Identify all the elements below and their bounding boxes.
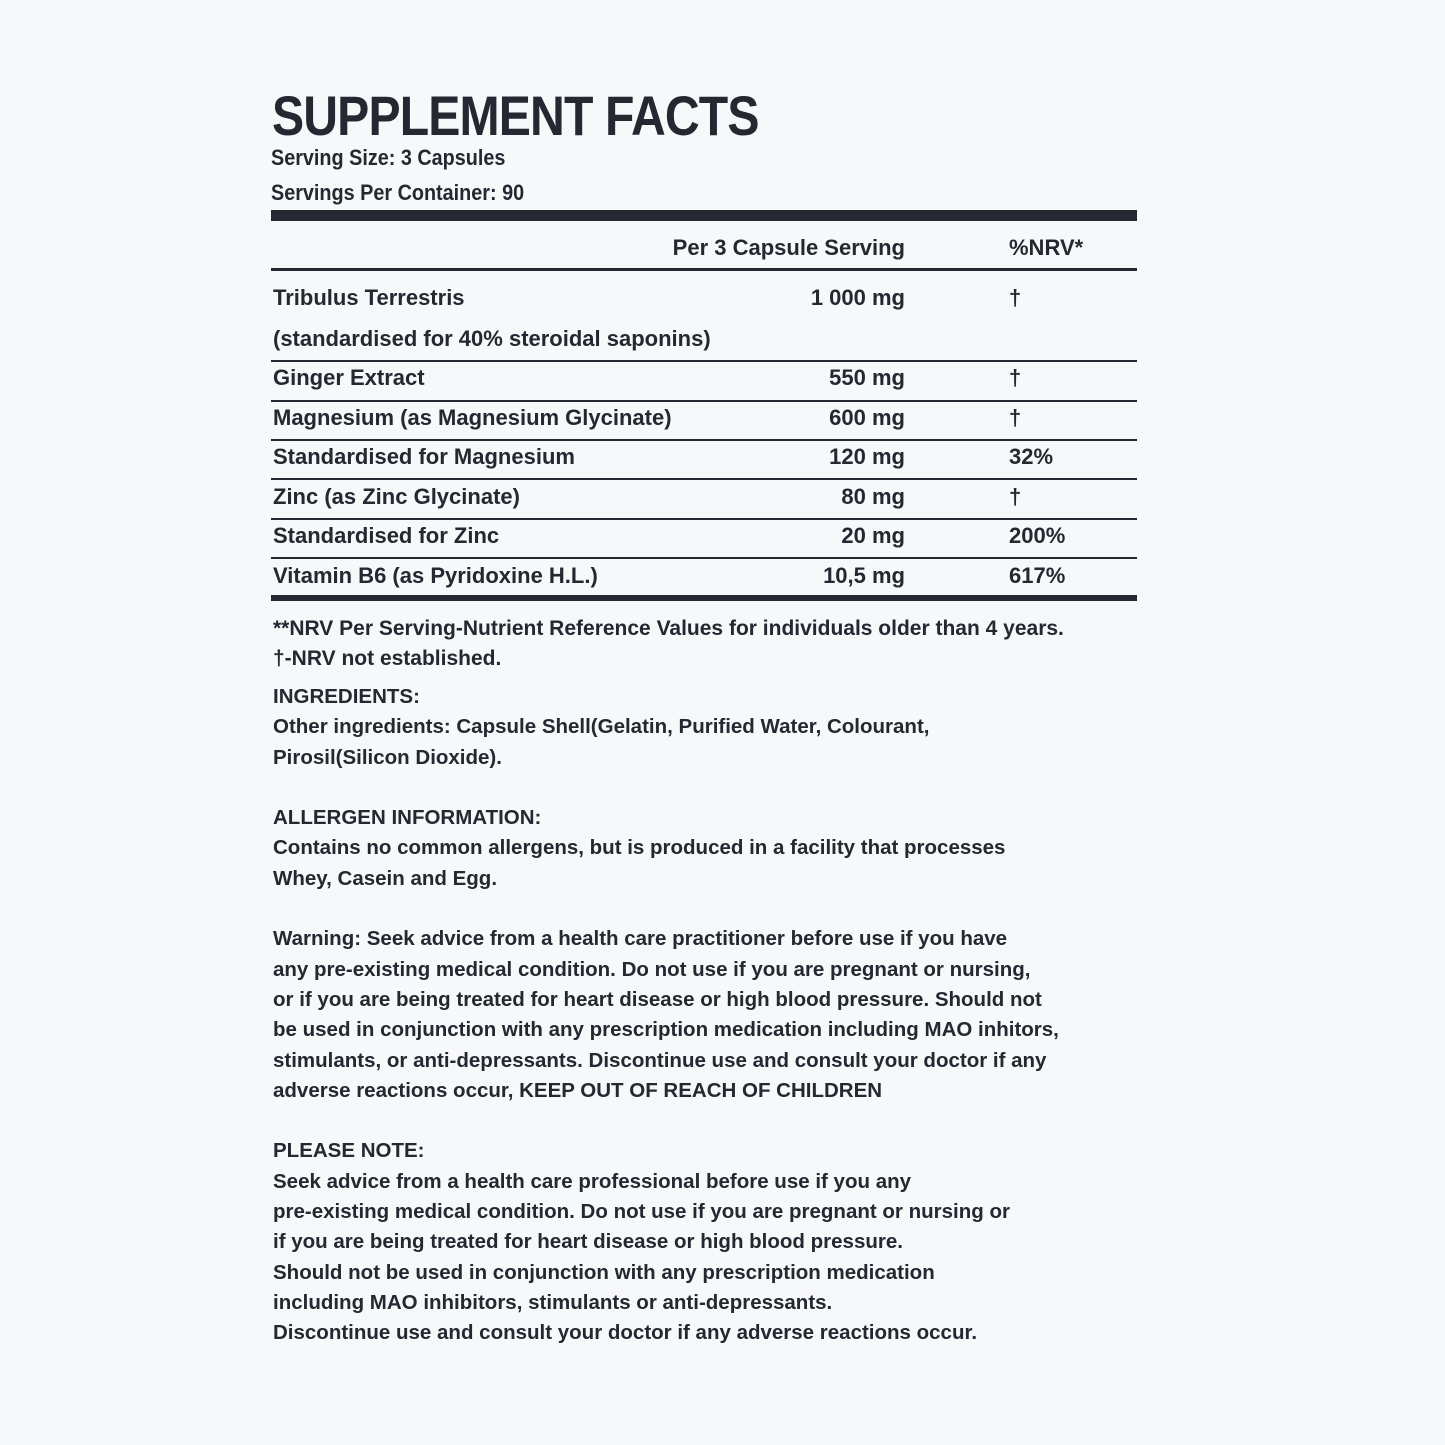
footnote-dagger: †-NRV not established. xyxy=(273,647,502,671)
table-row xyxy=(271,326,1137,352)
allergen-heading: ALLERGEN INFORMATION: xyxy=(273,806,542,830)
nrv-value: † xyxy=(1009,484,1022,509)
table-row xyxy=(271,484,1137,510)
table-row xyxy=(271,444,1137,470)
nrv-value: † xyxy=(1009,285,1022,310)
table-header xyxy=(271,235,1137,261)
please-note-heading: PLEASE NOTE: xyxy=(273,1139,425,1163)
please-note-line: including MAO inhibitors, stimulants or anti-depressants. xyxy=(273,1290,833,1314)
allergen-line: Whey, Casein and Egg. xyxy=(273,866,498,890)
table-row xyxy=(271,563,1137,589)
ingredients-heading: INGREDIENTS: xyxy=(273,685,420,708)
table-row xyxy=(271,285,1137,311)
please-note-line: Discontinue use and consult your doctor if any adverse reactions occur. xyxy=(273,1321,978,1345)
warning-line: any pre-existing medical condition. Do not use if you are pregnant or nursing, xyxy=(273,957,1031,981)
footnote-nrv: **NRV Per Serving-Nutrient Reference Values for individuals older than 4 years. xyxy=(273,617,1064,640)
row-divider xyxy=(271,360,1137,362)
ingredients-line: Pirosil(Silicon Dioxide). xyxy=(273,745,502,769)
ingredients-line: Other ingredients: Capsule Shell(Gelatin, Purified Water, Colourant, xyxy=(273,715,930,739)
servings-per-container: Servings Per Container: 90 xyxy=(271,180,525,205)
amount-value: 600 mg xyxy=(829,405,905,430)
footnotes xyxy=(273,614,1064,675)
thick-divider xyxy=(271,210,1137,221)
nrv-value: 617% xyxy=(1009,563,1066,588)
amount-header: Per 3 Capsule Serving xyxy=(672,235,905,260)
ingredient-name: Ginger Extract xyxy=(273,365,425,390)
table-row xyxy=(271,405,1137,431)
nrv-value: † xyxy=(1009,365,1022,390)
please-note-line: pre-existing medical condition. Do not use if you are pregnant or nursing or xyxy=(273,1200,1010,1224)
warning-line: be used in conjunction with any prescription medication including MAO inhitors, xyxy=(273,1018,1059,1042)
thick-divider xyxy=(271,595,1137,601)
nrv-value: 32% xyxy=(1009,444,1054,469)
amount-value: 120 mg xyxy=(829,444,905,469)
nrv-value: 200% xyxy=(1009,523,1066,548)
ingredient-name: Standardised for Magnesium xyxy=(273,444,575,469)
please-note-line: Should not be used in conjunction with any prescription medication xyxy=(273,1260,935,1284)
warning-line: stimulants, or anti-depressants. Discontinue use and consult your doctor if any xyxy=(273,1048,1047,1072)
ingredient-name: Zinc (as Zinc Glycinate) xyxy=(273,484,520,509)
serving-size: Serving Size: 3 Capsules xyxy=(271,145,506,170)
nrv-value: † xyxy=(1009,405,1022,430)
please-note-line: if you are being treated for heart disease or high blood pressure. xyxy=(273,1230,903,1254)
row-divider xyxy=(271,518,1137,520)
ingredient-name: Vitamin B6 (as Pyridoxine H.L.) xyxy=(273,563,598,588)
please-note-line: Seek advice from a health care professional before use if you any xyxy=(273,1169,912,1193)
row-divider xyxy=(271,439,1137,441)
amount-value: 10,5 mg xyxy=(823,563,905,588)
warning-line: adverse reactions occur, KEEP OUT OF REACH OF CHILDREN xyxy=(273,1078,883,1102)
row-divider xyxy=(271,400,1137,402)
nrv-header: %NRV* xyxy=(1009,235,1084,260)
warning-line: or if you are being treated for heart disease or high blood pressure. Should not xyxy=(273,987,1042,1011)
warning-line: Warning: Seek advice from a health care practitioner before use if you have xyxy=(273,927,1008,951)
amount-value: 80 mg xyxy=(841,484,905,509)
ingredient-name: (standardised for 40% steroidal saponins) xyxy=(273,326,711,351)
divider xyxy=(271,268,1137,271)
ingredient-name: Tribulus Terrestris xyxy=(273,285,465,310)
ingredient-name: Magnesium (as Magnesium Glycinate) xyxy=(273,405,672,430)
table-row xyxy=(271,523,1137,549)
allergen-line: Contains no common allergens, but is produced in a facility that processes xyxy=(273,836,1006,860)
ingredient-name: Standardised for Zinc xyxy=(273,523,500,548)
row-divider xyxy=(271,478,1137,480)
amount-value: 20 mg xyxy=(841,523,905,548)
page-title: SUPPLEMENT FACTS xyxy=(272,84,759,147)
amount-value: 550 mg xyxy=(829,365,905,390)
row-divider xyxy=(271,557,1137,559)
ingredients-section xyxy=(273,682,1059,1349)
table-row xyxy=(271,365,1137,391)
amount-value: 1 000 mg xyxy=(810,285,905,310)
